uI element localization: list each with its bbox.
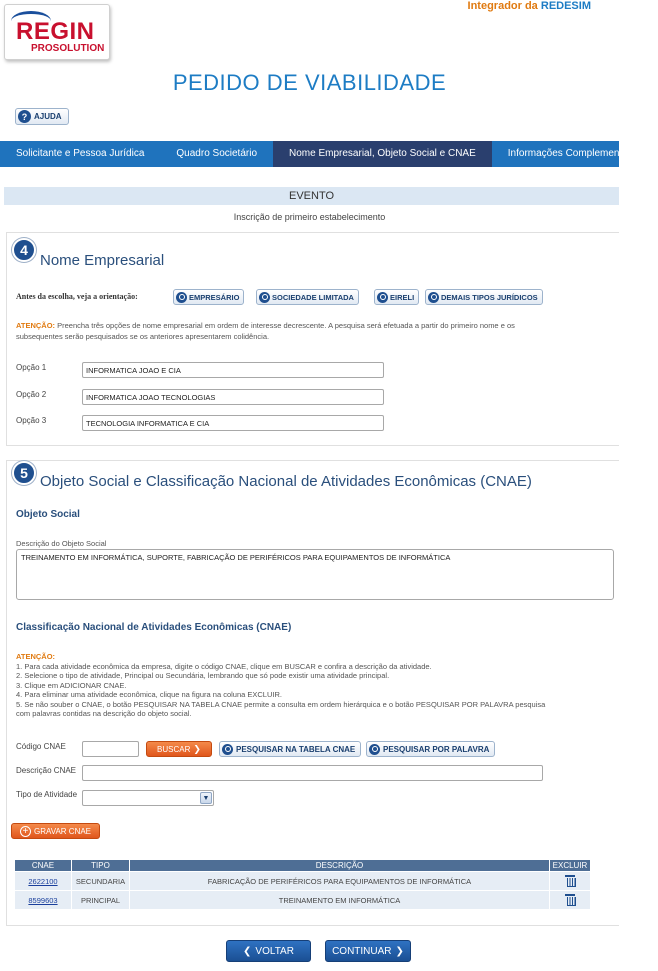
help-button[interactable] — [15, 108, 69, 125]
table-row — [15, 872, 590, 890]
objeto-social-desc-label: Descrição do Objeto Social — [16, 539, 107, 548]
cnae-descricao-cell: TREINAMENTO EM INFORMÁTICA — [130, 891, 549, 909]
table-row — [15, 891, 590, 909]
cnae-instruction-1: 1. Para cada atividade econômica da empresa, digite o código CNAE, clique em BUSCAR e confira a descrição da atividade. — [16, 661, 432, 671]
orientation-empresario-label: EMPRESÁRIO — [189, 292, 240, 302]
orientation-demais-tipos-label: DEMAIS TIPOS JURÍDICOS — [441, 292, 538, 302]
tipo-atividade-select[interactable] — [82, 790, 214, 806]
evento-value: Inscrição de primeiro estabelecimento — [233, 212, 386, 222]
warning-text-line2: subsequentes serão pesquisados se os anteriores apresentarem colidência. — [16, 332, 270, 341]
column-header-descricao: DESCRIÇÃO — [130, 860, 549, 871]
orientation-eireli-label: EIRELI — [390, 292, 415, 302]
nome-empresarial-title: Nome Empresarial — [40, 252, 165, 269]
search-icon — [259, 292, 270, 303]
redesim-brand: REDESIM — [540, 0, 591, 12]
cnae-instructions — [16, 652, 619, 719]
gravar-cnae-button[interactable] — [11, 823, 100, 839]
step-4-badge: 4 — [12, 238, 36, 262]
tab-solicitante[interactable]: Solicitante e Pessoa Jurídica — [16, 148, 145, 159]
cnae-instruction-3: 3. Clique em ADICIONAR CNAE. — [16, 680, 127, 690]
pesquisar-tabela-cnae-label: PESQUISAR NA TABELA CNAE — [236, 744, 356, 754]
option-3-input[interactable] — [82, 415, 384, 431]
continuar-button-label: CONTINUAR — [332, 945, 392, 957]
cnae-instruction-4: 4. Para eliminar uma atividade econômica, clique na figura na coluna EXCLUIR. — [16, 690, 282, 699]
orientation-eireli-button[interactable] — [374, 289, 419, 305]
column-header-excluir: EXCLUIR — [550, 860, 590, 871]
descricao-cnae-input[interactable] — [82, 765, 543, 781]
descricao-cnae-label: Descrição CNAE — [16, 766, 77, 775]
logo-main-text: REGIN — [16, 18, 95, 45]
pesquisar-por-palavra-button[interactable] — [366, 741, 495, 757]
orientation-sociedade-limitada-button[interactable] — [256, 289, 359, 305]
orientation-empresario-button[interactable] — [173, 289, 244, 305]
chevron-right-icon: ❯ — [395, 945, 404, 957]
buscar-button[interactable] — [146, 741, 212, 757]
cnae-instruction-6: com palavras contidas na descrição do objeto social. — [16, 709, 192, 718]
codigo-cnae-input[interactable] — [82, 741, 139, 757]
continuar-button[interactable] — [325, 940, 411, 962]
search-icon — [176, 292, 187, 303]
voltar-button[interactable] — [226, 940, 311, 962]
cnae-descricao-cell: FABRICAÇÃO DE PERIFÉRICOS PARA EQUIPAMENTOS DE INFORMÁTICA — [130, 872, 549, 890]
chevron-down-icon: ▼ — [200, 792, 212, 804]
orientation-label: Antes da escolha, veja a orientação: — [16, 292, 138, 301]
cnae-code-link[interactable]: 8599603 — [15, 891, 71, 909]
wizard-tabs — [0, 141, 642, 167]
logo-sub-text: PROSOLUTION — [31, 43, 105, 54]
cnae-code-link[interactable]: 2622100 — [15, 872, 71, 890]
integrador-redesim-logo — [468, 0, 591, 12]
regin-logo — [4, 4, 110, 60]
search-icon — [428, 292, 439, 303]
tipo-atividade-label: Tipo de Atividade — [16, 790, 78, 799]
cnae-table — [14, 859, 591, 910]
chevron-left-icon: ❮ — [243, 945, 252, 957]
warning-label: ATENÇÃO: — [16, 321, 56, 330]
excluir-cell — [550, 872, 590, 890]
integrador-prefix: Integrador da — [467, 0, 538, 12]
objeto-social-title: Objeto Social e Classificação Nacional de Atividades Econômicas (CNAE) — [40, 473, 532, 490]
pesquisar-por-palavra-label: PESQUISAR POR PALAVRA — [383, 744, 490, 754]
tab-informacoes-complementares[interactable]: Informações Complementares — [507, 148, 642, 159]
option-1-label: Opção 1 — [16, 363, 47, 372]
warning-text-line1: Preencha três opções de nome empresarial em ordem de interesse decrescente. A pesquisa será efetuada a partir do primeiro nome e os — [55, 321, 515, 330]
gravar-cnae-label: GRAVAR CNAE — [33, 826, 92, 836]
voltar-button-label: VOLTAR — [255, 945, 294, 957]
step-5-badge: 5 — [12, 461, 36, 485]
tab-quadro-societario[interactable]: Quadro Societário — [176, 148, 258, 159]
cnae-table-header-row — [15, 860, 590, 871]
option-3-label: Opção 3 — [16, 416, 47, 425]
cnae-instruction-5: 5. Se não souber o CNAE, o botão PESQUISAR NA TABELA CNAE permite a consulta em ordem hierárquica e o botão PESQUISAR POR PALAVRA pesquisa — [16, 699, 546, 709]
cnae-instruction-2: 2. Selecione o tipo de atividade, Principal ou Secundária, lembrando que só pode existir uma atividade principal. — [16, 671, 390, 680]
column-header-cnae: CNAE — [15, 860, 71, 871]
orientation-sociedade-limitada-label: SOCIEDADE LIMITADA — [272, 292, 354, 302]
add-icon: + — [20, 826, 31, 837]
evento-heading: EVENTO — [4, 187, 619, 205]
cnae-tipo-cell: PRINCIPAL — [72, 891, 129, 909]
option-1-input[interactable] — [82, 362, 384, 378]
tab-nome-empresarial[interactable]: Nome Empresarial, Objeto Social e CNAE — [273, 141, 492, 167]
excluir-cell — [550, 891, 590, 909]
column-header-tipo: TIPO — [72, 860, 129, 871]
codigo-cnae-label: Código CNAE — [16, 742, 66, 751]
objeto-social-textarea[interactable] — [16, 549, 614, 600]
trash-icon[interactable] — [565, 894, 575, 905]
search-icon — [222, 744, 233, 755]
nome-empresarial-warning — [16, 320, 515, 342]
option-2-input[interactable] — [82, 389, 384, 405]
cnae-warning-label: ATENÇÃO: — [16, 652, 56, 661]
help-button-label: AJUDA — [34, 112, 62, 121]
pesquisar-tabela-cnae-button[interactable] — [219, 741, 361, 757]
cnae-tipo-cell: SECUNDARIA — [72, 872, 129, 890]
search-icon — [377, 292, 388, 303]
objeto-social-subtitle: Objeto Social — [16, 509, 80, 520]
chevron-right-icon: ❯ — [193, 743, 201, 754]
search-icon — [369, 744, 380, 755]
option-2-label: Opção 2 — [16, 390, 47, 399]
page-title: PEDIDO DE VIABILIDADE — [172, 70, 447, 95]
buscar-button-label: BUSCAR — [157, 744, 191, 754]
cnae-subtitle: Classificação Nacional de Atividades Econômicas (CNAE) — [16, 622, 292, 633]
trash-icon[interactable] — [565, 875, 575, 886]
help-icon: ? — [18, 110, 31, 123]
orientation-demais-tipos-button[interactable] — [425, 289, 543, 305]
